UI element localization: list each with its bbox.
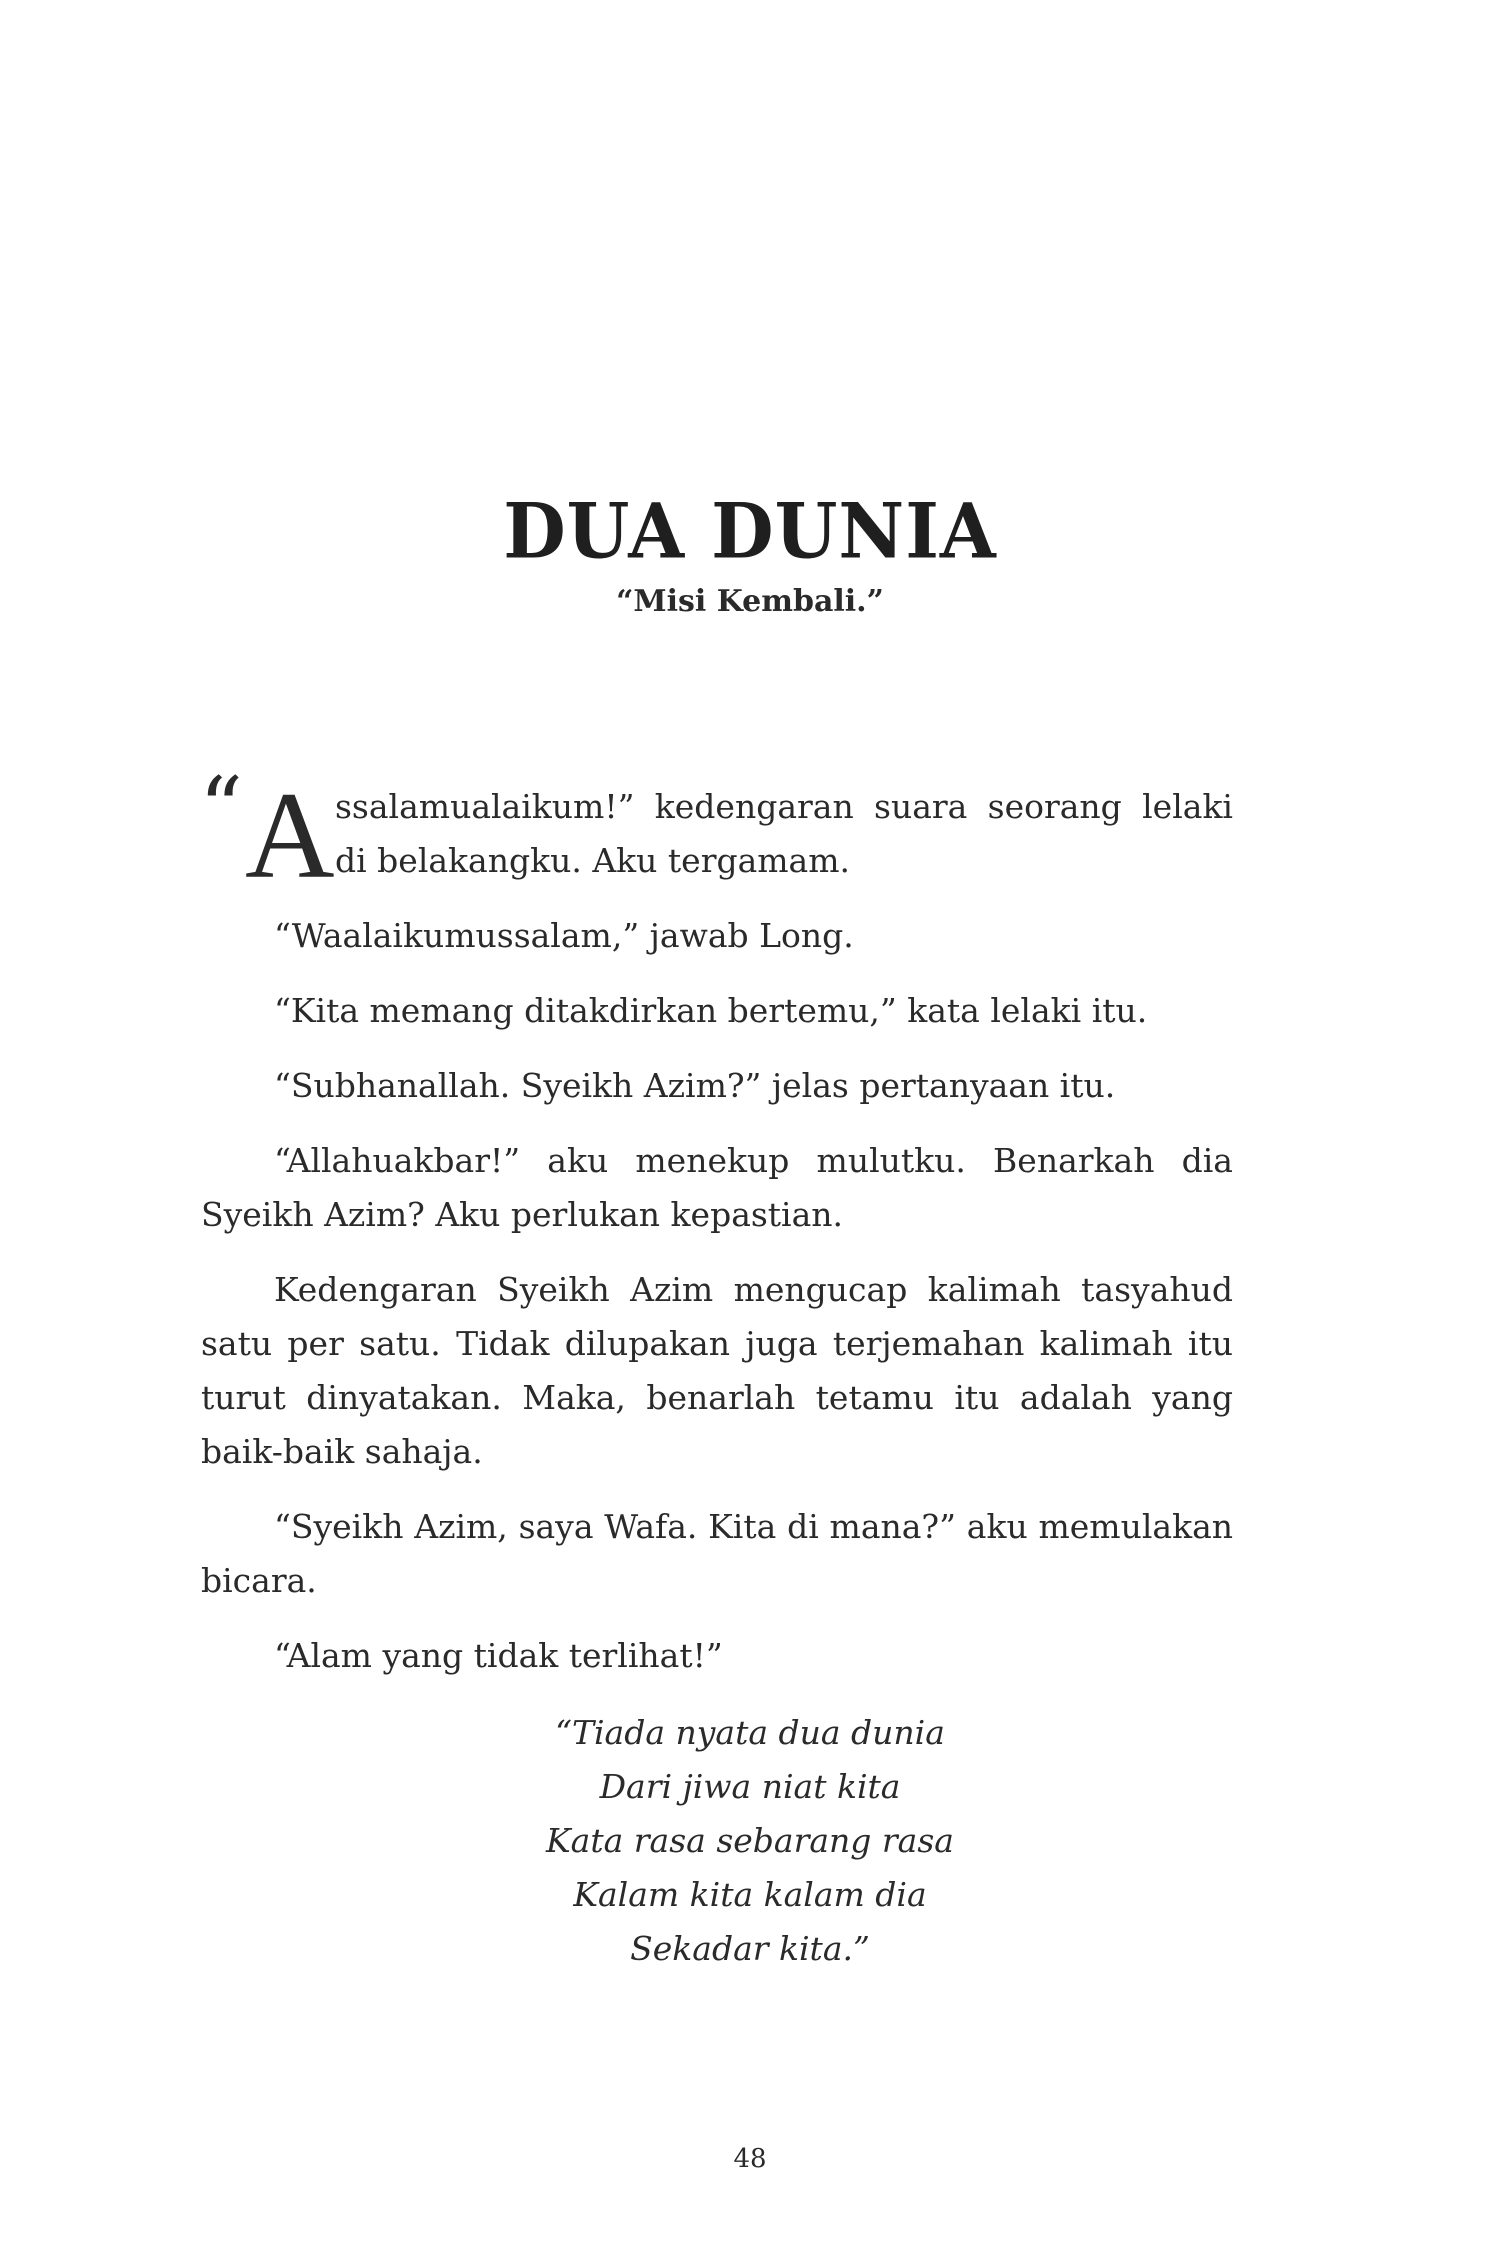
paragraph-8: “Alam yang tidak terlihat!” xyxy=(274,1636,723,1675)
chapter-title: DUA DUNIA xyxy=(503,485,997,576)
poem-line: “Tiada nyata dua dunia xyxy=(555,1713,945,1752)
paragraph-6: Kedengaran Syeikh Azim mengucap kalimah tasyahud satu per satu. Tidak dilupakan juga terjemahan kalimah itu turut dinyatakan. Maka, benarlah tetamu itu adalah yang baik-baik sahaja. xyxy=(201,1270,1233,1471)
poem xyxy=(0,1706,1500,1976)
page-number: 48 xyxy=(733,2144,767,2174)
dropcap-letter: A xyxy=(245,767,335,904)
paragraph-1 xyxy=(199,759,1233,904)
paragraph-7: “Syeikh Azim, saya Wafa. Kita di mana?” aku memulakan bicara. xyxy=(201,1507,1233,1600)
poem-line: Dari jiwa niat kita xyxy=(599,1767,901,1806)
poem-line: Kalam kita kalam dia xyxy=(573,1875,927,1914)
paragraph-1-text: ssalamualaikum!” kedengaran suara seorang lelaki di belakangku. Aku tergamam. xyxy=(335,787,1233,880)
body-text xyxy=(199,759,1233,1704)
paragraph-5: “Allahuakbar!” aku menekup mulutku. Benarkah dia Syeikh Azim? Aku perlukan kepastian. xyxy=(201,1141,1233,1234)
poem-line: Kata rasa sebarang rasa xyxy=(546,1821,954,1860)
poem-line: Sekadar kita.” xyxy=(630,1929,870,1968)
paragraph-3: “Kita memang ditakdirkan bertemu,” kata lelaki itu. xyxy=(274,991,1148,1030)
paragraph-2: “Waalaikumussalam,” jawab Long. xyxy=(274,916,854,955)
chapter-subtitle: “Misi Kembali.” xyxy=(616,584,884,619)
paragraph-4: “Subhanallah. Syeikh Azim?” jelas pertanyaan itu. xyxy=(274,1066,1116,1105)
dropcap-quote: “ xyxy=(199,759,243,859)
